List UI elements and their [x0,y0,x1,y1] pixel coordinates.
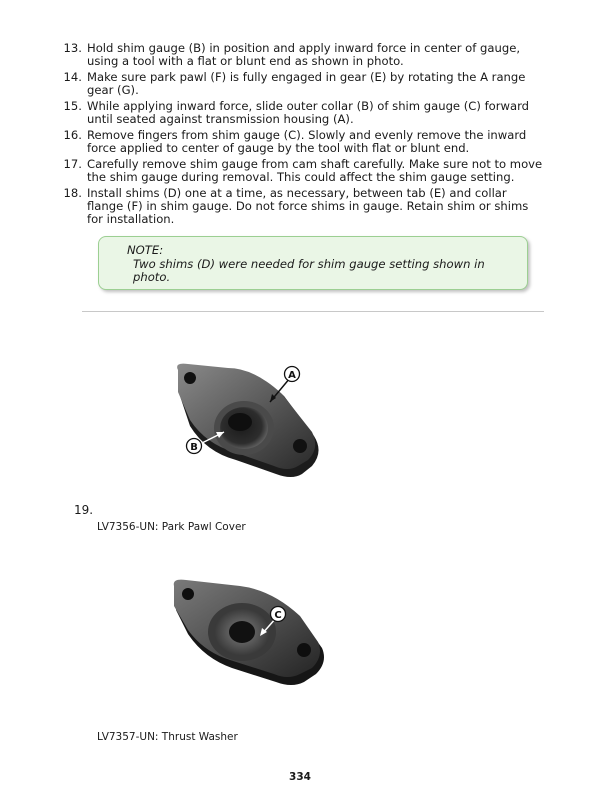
step-17 [56,158,546,184]
step-text: Install shims (D) one at a time, as necessary, between tab (E) and collar flange (F) in shim gauge. Do not force shims in gauge. Retain shim or shims for installation. [87,186,529,226]
callout-a: A [288,370,296,381]
step-13 [56,42,546,68]
procedure-steps [56,42,546,229]
step-number: 14. [63,70,82,84]
step-text: Remove fingers from shim gauge (C). Slowly and evenly remove the inward force applied to center of gauge by the tool with flat or blunt end. [87,128,527,155]
step-text: Hold shim gauge (B) in position and apply inward force in center of gauge, using a tool with a flat or blunt end as shown in photo. [87,41,521,68]
park-pawl-cover-photo [166,356,326,484]
step-14 [56,71,546,97]
note-box [98,236,528,290]
step-18 [56,187,546,226]
step-number: 15. [63,99,82,113]
figure-caption-thrust-washer: LV7357-UN: Thrust Washer [97,731,238,743]
step-19-number: 19. [74,503,94,517]
step-number: 18. [63,186,82,200]
page-number: 334 [289,771,311,783]
step-number: 13. [63,41,82,55]
step-text: Make sure park pawl (F) is fully engaged in gear (E) by rotating the A range gear (G). [87,70,526,97]
note-body: Two shims (D) were needed for shim gauge setting shown in photo. [133,257,485,284]
step-15 [56,100,546,126]
step-16 [56,129,546,155]
callout-b: B [190,442,198,453]
thrust-washer-photo [166,576,326,688]
callout-c: C [274,610,282,621]
step-text: While applying inward force, slide outer collar (B) of shim gauge (C) forward until seated against transmission housing (A). [87,99,530,126]
note-title: NOTE: [127,243,164,257]
step-text: Carefully remove shim gauge from cam shaft carefully. Make sure not to move the shim gauge during removal. This could affect the shim gauge setting. [87,157,543,184]
step-number: 16. [63,128,82,142]
figure-caption-park-pawl-cover: LV7356-UN: Park Pawl Cover [97,521,246,533]
step-number: 17. [63,157,82,171]
section-divider [82,311,544,312]
